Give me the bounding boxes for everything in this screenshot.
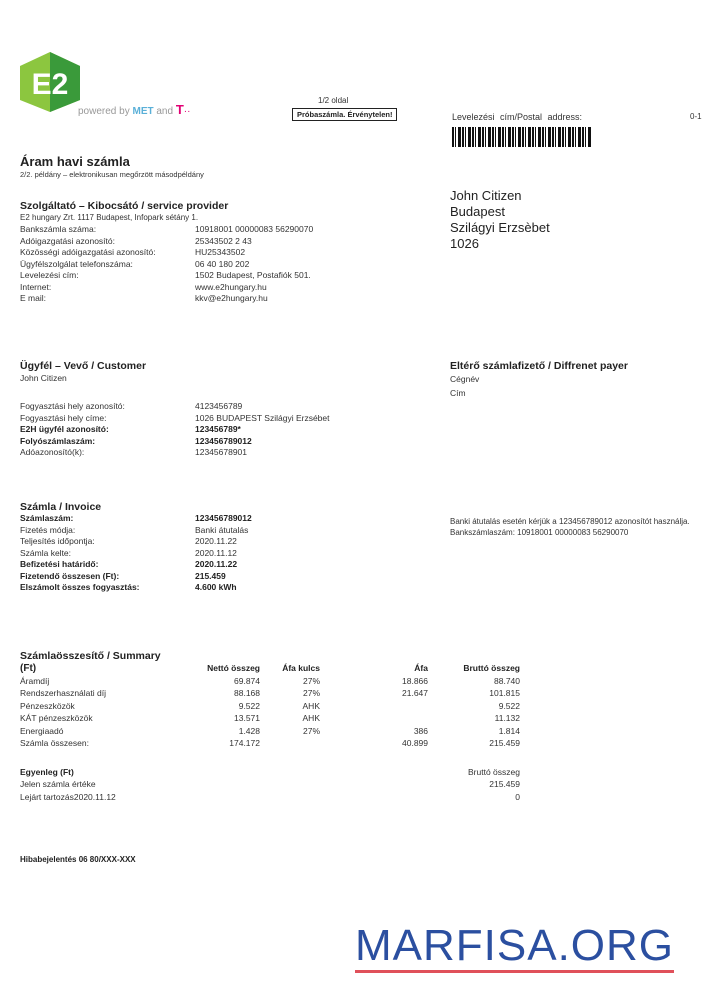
page-number: 1/2 oldal xyxy=(318,96,349,105)
info-value: 2020.11.12 xyxy=(195,547,237,558)
payment-bank-account: Bankszámlaszám: 10918001 00000083 56290070 xyxy=(450,528,629,537)
info-row xyxy=(20,424,330,436)
summary-cell xyxy=(260,737,320,750)
summary-cell: 101.815 xyxy=(489,688,520,699)
info-row xyxy=(20,282,313,294)
info-row xyxy=(20,582,252,594)
info-label: Fizetés módja: xyxy=(20,524,76,535)
document-title: Áram havi számla xyxy=(20,154,130,169)
payer-company: Cégnév xyxy=(450,374,480,384)
payment-note xyxy=(450,516,715,538)
summary-cell: AHK xyxy=(302,713,320,724)
info-label: Adóazonosító(k): xyxy=(20,447,85,457)
invoice-section xyxy=(20,501,252,594)
info-row xyxy=(20,447,330,459)
info-value: 10918001 00000083 56290070 xyxy=(195,224,314,234)
summary-cell: 27% xyxy=(302,675,320,686)
info-label: Fogyasztási hely címe: xyxy=(20,412,107,423)
summary-cell xyxy=(320,700,428,713)
balance-value: 215.459 xyxy=(489,779,520,790)
col-vat: Áfa xyxy=(414,663,428,674)
info-value: Banki átutalás xyxy=(195,524,249,535)
summary-cell: 1.428 xyxy=(238,725,260,736)
summary-cell: 18.866 xyxy=(402,675,428,686)
info-value: kkv@e2hungary.hu xyxy=(195,293,268,303)
info-row xyxy=(20,525,252,537)
info-value: HU25343502 xyxy=(195,247,246,257)
summary-cell: 88.168 xyxy=(234,688,260,699)
info-label: Teljesítés időpontja: xyxy=(20,536,95,546)
info-row xyxy=(20,259,313,271)
info-label: Fogyasztási hely azonosító: xyxy=(20,401,125,411)
summary-cell: 69.874 xyxy=(234,675,260,686)
summary-cell: 88.740 xyxy=(494,675,520,686)
info-row xyxy=(20,401,330,413)
info-row xyxy=(20,236,313,248)
info-value: www.e2hungary.hu xyxy=(195,281,267,292)
summary-cell: 9.522 xyxy=(238,700,260,711)
info-value: 123456789012 xyxy=(195,513,252,523)
summary-cell: AHK xyxy=(302,700,320,711)
info-value: 123456789* xyxy=(195,424,241,434)
info-label: Ügyfélszolgálat telefonszáma: xyxy=(20,258,133,269)
summary-section xyxy=(20,650,520,803)
provider-heading: Szolgáltató – Kibocsátó / service provider xyxy=(20,200,229,212)
info-label: Internet: xyxy=(20,281,52,292)
info-value: 2020.11.22 xyxy=(195,536,237,546)
info-row xyxy=(20,536,252,548)
col-net: Nettó összeg xyxy=(207,663,260,674)
telekom-logo: T xyxy=(175,102,184,117)
info-row xyxy=(20,513,252,525)
summary-cell: 27% xyxy=(302,688,320,699)
fault-report-phone: Hibabejelentés 06 80/XXX-XXX xyxy=(20,855,136,864)
summary-row xyxy=(20,725,520,738)
powered-by: powered by MET and T·· xyxy=(78,102,191,117)
customer-section xyxy=(20,360,330,459)
postal-label: Levelezési cím/Postal address: xyxy=(452,112,583,122)
summary-cell: Számla összesen: xyxy=(20,738,89,749)
invoice-heading: Számla / Invoice xyxy=(20,501,102,513)
info-label: Adóigazgatási azonosító: xyxy=(20,235,115,246)
summary-row xyxy=(20,737,520,750)
info-value: 4123456789 xyxy=(195,401,243,411)
and-text: and xyxy=(156,106,174,117)
summary-cell: 215.459 xyxy=(489,738,520,749)
balance-heading: Egyenleg (Ft) xyxy=(20,766,74,777)
postal-code-id: 0-1 xyxy=(690,112,702,121)
summary-cell: 386 xyxy=(413,725,428,736)
info-row xyxy=(20,436,330,448)
customer-heading: Ügyfél – Vevő / Customer xyxy=(20,360,147,372)
summary-cell: 1.814 xyxy=(498,725,520,736)
recipient-line: John Citizen xyxy=(450,188,522,203)
info-label: E2H ügyfél azonosító: xyxy=(20,424,109,434)
summary-row xyxy=(20,712,520,725)
summary-cell: 27% xyxy=(302,725,320,736)
balance-row xyxy=(20,778,520,791)
balance-value: 0 xyxy=(515,791,520,802)
summary-cell: KÁT pénzeszközök xyxy=(20,713,93,724)
document-subtitle: 2/2. példány – elektronikusan megőrzött másodpéldány xyxy=(20,170,204,179)
balance-label: Jelen számla értéke xyxy=(20,779,96,790)
e2-logo xyxy=(18,50,82,116)
summary-row xyxy=(20,675,520,688)
payer-address: Cím xyxy=(450,388,466,398)
customer-name: John Citizen xyxy=(20,373,67,383)
summary-cell: 13.571 xyxy=(234,713,260,724)
info-value: 2020.11.22 xyxy=(195,559,238,569)
provider-address: E2 hungary Zrt. 1117 Budapest, Infopark sétány 1. xyxy=(20,213,199,222)
info-value: 12345678901 xyxy=(195,447,248,457)
payer-section xyxy=(450,360,628,400)
info-row xyxy=(20,548,252,560)
info-value: 1026 BUDAPEST Szilágyi Erzsébet xyxy=(195,412,330,423)
col-gross: Bruttó összeg xyxy=(463,663,520,674)
balance-row xyxy=(20,791,520,804)
summary-cell: 174.172 xyxy=(229,738,260,749)
summary-cell: Rendszerhasználati díj xyxy=(20,688,106,699)
info-label: Elszámolt összes fogyasztás: xyxy=(20,582,140,592)
summary-cell xyxy=(320,712,428,725)
info-row xyxy=(20,224,313,236)
summary-cell: 9.522 xyxy=(498,700,520,711)
powered-by-text: powered by xyxy=(78,106,130,117)
summary-cell: Pénzeszközök xyxy=(20,700,75,711)
summary-header-row xyxy=(20,662,520,675)
summary-cell: Energiaadó xyxy=(20,725,64,736)
summary-row xyxy=(20,687,520,700)
met-logo: MET xyxy=(132,106,154,117)
info-value: 06 40 180 202 xyxy=(195,258,250,269)
info-label: Bankszámla száma: xyxy=(20,224,97,234)
summary-row xyxy=(20,700,520,713)
sample-stamp: Próbaszámla. Érvénytelen! xyxy=(292,108,397,121)
info-label: E mail: xyxy=(20,293,46,303)
info-label: Közösségi adóigazgatási azonosító: xyxy=(20,247,156,257)
svg-text:E2: E2 xyxy=(31,68,69,101)
info-label: Fizetendő összesen (Ft): xyxy=(20,570,120,581)
info-row xyxy=(20,247,313,259)
recipient-line: Budapest xyxy=(450,204,505,219)
balance-label: Lejárt tartozás2020.11.12 xyxy=(20,791,116,802)
info-value: 25343502 2 43 xyxy=(195,235,252,246)
info-label: Számla kelte: xyxy=(20,547,72,558)
summary-table xyxy=(20,662,520,750)
summary-cell: 40.899 xyxy=(402,738,428,749)
info-row xyxy=(20,413,330,425)
balance-table xyxy=(20,766,520,804)
info-row xyxy=(20,571,252,583)
info-value: 1502 Budapest, Postafiók 501. xyxy=(195,270,311,280)
recipient-line: 1026 xyxy=(450,236,479,251)
watermark-logo: MARFISA.ORG xyxy=(355,922,674,973)
col-vat-rate: Áfa kulcs xyxy=(282,663,320,674)
info-value: 215.459 xyxy=(195,570,226,581)
payment-note-text: Banki átutalás esetén kérjük a 123456789012 azonosítót használja. xyxy=(450,517,690,526)
summary-cell: 21.647 xyxy=(402,688,428,699)
recipient-line: Szilágyi Erzsèbet xyxy=(450,220,550,235)
info-row xyxy=(20,559,252,571)
unit-label: (Ft) xyxy=(20,662,37,674)
summary-cell: 11.132 xyxy=(494,713,520,724)
summary-heading: Számlaösszesítő / Summary xyxy=(20,650,161,662)
info-row xyxy=(20,270,313,282)
info-label: Folyószámlaszám: xyxy=(20,435,96,446)
info-label: Számlaszám: xyxy=(20,513,74,523)
info-value: 123456789012 xyxy=(195,435,252,446)
provider-section xyxy=(20,200,313,305)
summary-cell: Áramdíj xyxy=(20,675,50,686)
recipient-address xyxy=(450,188,550,252)
info-row xyxy=(20,293,313,305)
barcode xyxy=(452,127,592,147)
info-value: 4.600 kWh xyxy=(195,582,237,592)
info-label: Befizetési határidő: xyxy=(20,559,99,569)
payer-heading: Eltérő számlafizető / Diffrenet payer xyxy=(450,360,628,372)
balance-col: Bruttó összeg xyxy=(468,766,520,777)
info-label: Levelezési cím: xyxy=(20,270,79,280)
